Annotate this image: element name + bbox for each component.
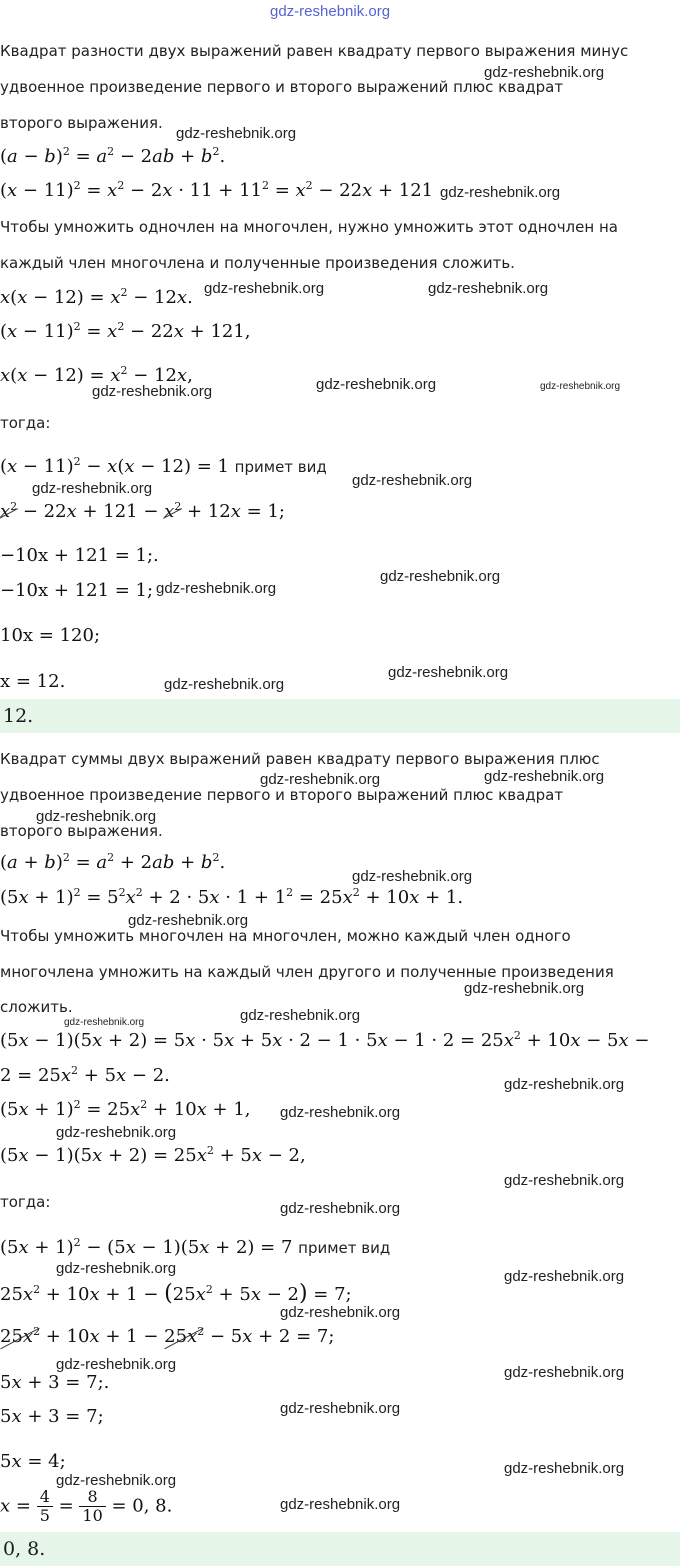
- formula: $(x - 11)^2 = x^2 - 22x + 121$,: [0, 320, 251, 342]
- rule-text: удвоенное произведение первого и второго выражений плюс квадрат: [0, 786, 564, 804]
- rule-text: удвоенное произведение первого и второго выражений плюс квадрат: [0, 78, 564, 96]
- watermark: gdz-reshebnik.org: [56, 1260, 177, 1277]
- watermark: gdz-reshebnik.org: [504, 1364, 625, 1381]
- watermark: gdz-reshebnik.org: [380, 568, 501, 585]
- formula: 5x + 3 = 7;.: [0, 1372, 110, 1393]
- answer-box: [0, 1532, 680, 1566]
- watermark: gdz-reshebnik.org: [352, 868, 473, 885]
- formula: x = 12.: [0, 671, 66, 692]
- watermark: gdz-reshebnik.org: [56, 1356, 177, 1373]
- watermark: gdz-reshebnik.org: [64, 1017, 145, 1028]
- answer-value: 12.: [3, 705, 34, 727]
- formula: $2 = 25x^2 + 5x - 2$.: [0, 1064, 170, 1086]
- rule-text: второго выражения.: [0, 822, 163, 840]
- watermark: gdz-reshebnik.org: [440, 184, 561, 201]
- watermark: gdz-reshebnik.org: [260, 771, 381, 788]
- watermark: gdz-reshebnik.org: [504, 1268, 625, 1285]
- transition-text: примет вид: [298, 1239, 391, 1257]
- watermark: gdz-reshebnik.org: [56, 1472, 177, 1489]
- rule-text: Чтобы умножить многочлен на многочлен, можно каждый член одного: [0, 927, 571, 945]
- formula: $x(x - 12) = x^2 - 12x$,: [0, 364, 193, 386]
- fraction-denominator: 10: [82, 1506, 103, 1525]
- formula: $(5x - 1)(5x + 2) = 5x \cdot 5x + 5x \cdot 2 - 1 \cdot 5x - 1 \cdot 2 = 25x^2 + 10x - 5x$ −: [0, 1029, 650, 1051]
- watermark: gdz-reshebnik.org: [56, 1124, 177, 1141]
- rule-text: Квадрат суммы двух выражений равен квадрату первого выражения плюс: [0, 750, 600, 768]
- watermark: gdz-reshebnik.org: [428, 280, 549, 297]
- watermark: gdz-reshebnik.org: [176, 125, 297, 142]
- rule-text: Чтобы умножить одночлен на многочлен, нужно умножить этот одночлен на: [0, 218, 618, 236]
- watermark: gdz-reshebnik.org: [32, 480, 153, 497]
- watermark: gdz-reshebnik.org: [280, 1200, 401, 1217]
- watermark: gdz-reshebnik.org: [92, 383, 213, 400]
- watermark: gdz-reshebnik.org: [504, 1172, 625, 1189]
- formula: $(a - b)^2 = a^2 - 2ab + b^2$.: [0, 145, 226, 167]
- watermark: gdz-reshebnik.org: [156, 580, 277, 597]
- rule-text: многочлена умножить на каждый член другого и полученные произведения: [0, 963, 614, 981]
- watermark: gdz-reshebnik.org: [280, 1104, 401, 1121]
- formula: $x^2 - 22x + 121 - x^2 + 12x = 1$;: [0, 500, 285, 522]
- formula: $(a + b)^2 = a^2 + 2ab + b^2$.: [0, 851, 226, 873]
- formula: $25x^2 + 10x + 1 - (25x^2 + 5x - 2) = 7$;: [0, 1281, 352, 1306]
- watermark: gdz-reshebnik.org: [36, 808, 157, 825]
- formula: 10x = 120;: [0, 625, 101, 646]
- fraction-denominator: 5: [39, 1506, 50, 1525]
- then-label: тогда:: [0, 414, 51, 432]
- formula: $(x - 11)^2 - x(x - 12) = 1$ примет вид: [0, 455, 327, 477]
- rule-text: сложить.: [0, 998, 73, 1016]
- watermark: gdz-reshebnik.org: [484, 64, 605, 81]
- formula: $(5x + 1)^2 = 25x^2 + 10x + 1$,: [0, 1098, 251, 1120]
- formula: 5x + 3 = 7;: [0, 1406, 104, 1427]
- watermark: gdz-reshebnik.org: [240, 1007, 361, 1024]
- watermark: gdz-reshebnik.org: [540, 381, 621, 392]
- fraction: [37, 1488, 53, 1525]
- watermark: gdz-reshebnik.org: [352, 472, 473, 489]
- watermark: gdz-reshebnik.org: [388, 664, 509, 681]
- formula: x = $\frac{4}{5}$ = $\frac{8}{10}$ = 0, 8.: [0, 1487, 173, 1525]
- fraction: [79, 1488, 105, 1525]
- transition-text: примет вид: [234, 458, 327, 476]
- watermark: gdz-reshebnik.org: [128, 912, 249, 929]
- watermark: gdz-reshebnik.org: [504, 1460, 625, 1477]
- formula: −10x + 121 = 1;: [0, 580, 154, 601]
- formula: $x(x - 12) = x^2 - 12x$.: [0, 286, 193, 308]
- formula: $(x - 11)^2 = x^2 - 2x \cdot 11 + 11^2 = x^2 - 22x + 121$: [0, 179, 434, 201]
- watermark: gdz-reshebnik.org: [484, 768, 605, 785]
- rule-text: каждый член многочлена и полученные произведения сложить.: [0, 254, 515, 272]
- watermark: gdz-reshebnik.org: [464, 980, 585, 997]
- watermark: gdz-reshebnik.org: [316, 376, 437, 393]
- fraction-numerator: 8: [79, 1488, 105, 1507]
- answer-box: [0, 699, 680, 733]
- watermark: gdz-reshebnik.org: [164, 676, 285, 693]
- watermark: gdz-reshebnik.org: [504, 1076, 625, 1093]
- formula: $(5x + 1)^2 - (5x - 1)(5x + 2) = 7$ примет вид: [0, 1236, 391, 1258]
- formula: $(5x + 1)^2 = 5^2x^2 + 2 \cdot 5x \cdot 1 + 1^2 = 25x^2 + 10x + 1$.: [0, 886, 464, 908]
- then-label: тогда:: [0, 1193, 51, 1211]
- watermark: gdz-reshebnik.org: [280, 1304, 401, 1321]
- watermark: gdz-reshebnik.org: [280, 1496, 401, 1513]
- watermark: gdz-reshebnik.org: [270, 3, 391, 20]
- rule-text: Квадрат разности двух выражений равен квадрату первого выражения минус: [0, 42, 629, 60]
- rule-text: второго выражения.: [0, 114, 163, 132]
- formula: $(5x - 1)(5x + 2) = 25x^2 + 5x - 2$,: [0, 1144, 306, 1166]
- formula: 5x = 4;: [0, 1451, 66, 1472]
- formula: $25x^2 + 10x + 1 - 25x^2 - 5x + 2 = 7$;: [0, 1325, 335, 1347]
- answer-value: 0, 8.: [3, 1538, 46, 1560]
- formula: −10x + 121 = 1;.: [0, 545, 159, 566]
- watermark: gdz-reshebnik.org: [204, 280, 325, 297]
- fraction-numerator: 4: [37, 1488, 53, 1507]
- watermark: gdz-reshebnik.org: [280, 1400, 401, 1417]
